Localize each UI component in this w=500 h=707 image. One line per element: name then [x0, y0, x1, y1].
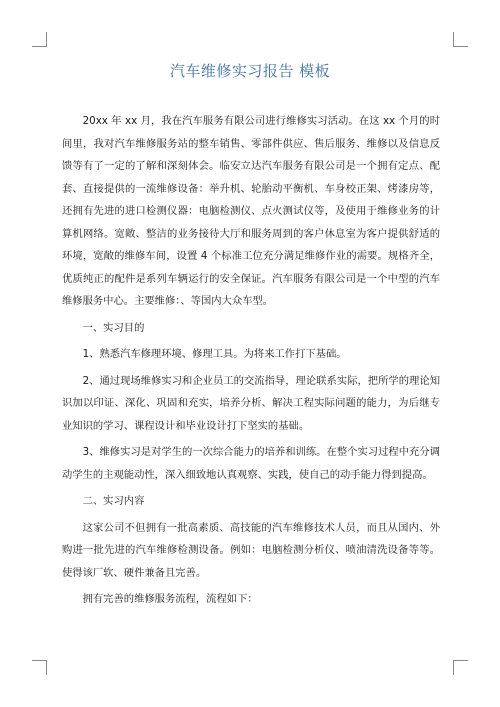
document-body [62, 110, 440, 615]
corner-mark-bottom-left [32, 660, 47, 675]
purpose-item-3: 3、维修实习是对学生的一次综合能力的培养和训练。在整个实习过程中充分调动学生的主观能动性，深入细致地认真观察、实践，使自己的动手能力得到提高。 [62, 446, 440, 481]
content-paragraph-2: 拥有完善的维修服务流程，流程如下： [82, 593, 258, 605]
content-paragraph-1: 这家公司不但拥有一批高素质、高技能的汽车维修技术人员，而且从国内、外购进一批先进的汽车维修检测设备。例如：电脑检测分析仪、喷油清洗设备等等。使得该厂软、硬件兼备且完善。 [62, 521, 440, 579]
corner-mark-bottom-right [453, 660, 468, 675]
section-heading-content: 二、实习内容 [82, 495, 145, 507]
purpose-item-2: 2、通过现场维修实习和企业员工的交流指导，理论联系实际，把所学的理论知识加以印证、深化、巩固和充实，培养分析、解决工程实际问题的能力，为后继专业知识的学习、课程设计和毕业设计打下坚实的基础。 [62, 374, 440, 432]
purpose-item-1: 1、熟悉汽车修理环境、修理工具。为将来工作打下基础。 [82, 348, 347, 360]
section-heading-purpose: 一、实习目的 [82, 321, 145, 334]
intro-paragraph: 20xx 年 xx 月，我在汽车服务有限公司进行维修实习活动。在这 xx 个月的时间里，我对汽车维修服务站的整车销售、零部件供应、售后服务、维修以及信息反馈等有了一定的了解和深刻体会。临安立达汽车服务有限公司是一个拥有定点、配套、直接提供的一流维修设备：举升机、轮胎动平衡机、车身校正架、烤漆房等，还拥有先进的进口检测仪器：电脑检测仪、点火测试仪等，及使用于维修业务的计算机网络。宽敞、整洁的业务接待大厅和服务周到的客户休息室为客户提供舒适的环境，宽敞的维修车间，设置 4 个标准工位充分满足维修作业的需要。规格齐全，优质纯正的配件是系列车辆运行的安全保证。汽车服务有限公司是一个中型的汽车维修服务中心。主要维修：、等国内大众车型。 [62, 115, 440, 307]
corner-mark-top-right [453, 32, 468, 47]
corner-mark-top-left [32, 32, 47, 47]
document-title: 汽车维修实习报告 模板 [169, 62, 331, 80]
